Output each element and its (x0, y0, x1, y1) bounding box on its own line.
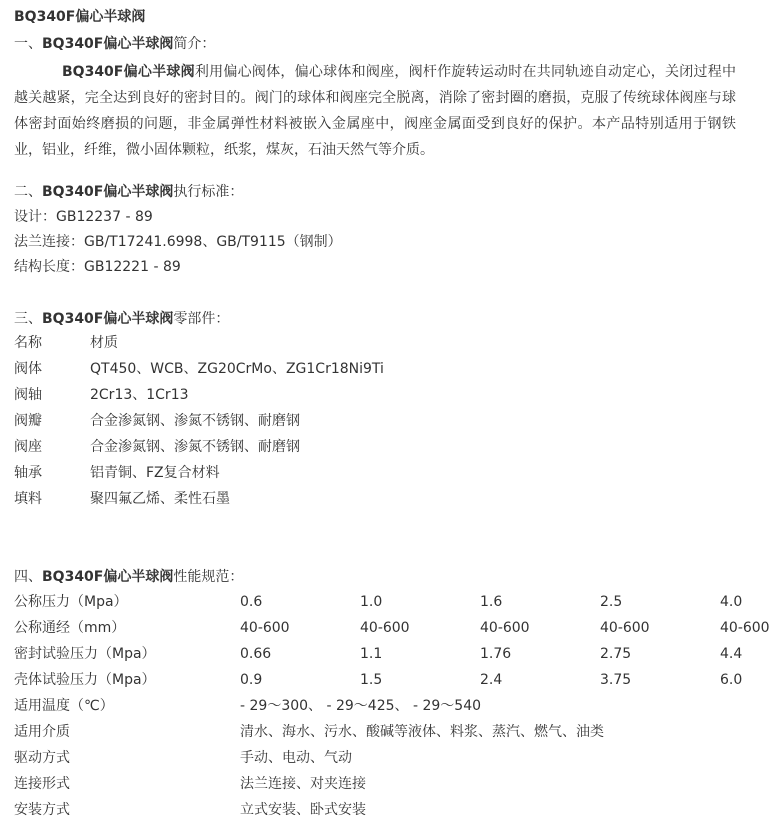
page-title: BQ340F偏心半球阀 (14, 9, 146, 25)
section-standards-heading (14, 180, 243, 205)
performance-value: 1.6 (480, 594, 503, 610)
performance-label: 驱动方式 (14, 750, 70, 766)
performance-value: 1.0 (360, 594, 383, 610)
performance-label: 公称压力（Mpa） (14, 594, 128, 610)
standard-line: 结构长度：GB12221 - 89 (14, 259, 181, 275)
performance-value: 0.9 (240, 672, 263, 688)
performance-value: 6.0 (720, 672, 743, 688)
performance-value: 1.76 (480, 646, 512, 662)
performance-value: 1.1 (360, 646, 383, 662)
standard-line: 法兰连接：GB/T17241.6998、GB/T9115（钢制） (14, 234, 342, 250)
section-number: 四、 (14, 569, 42, 585)
intro-text: 利用偏心阀体，偏心球体和阀座，阀杆作旋转运动时在共同轨迹自动定心，关闭过程中越关越紧，完全达到良好的密封目的。阀门的球体和阀座完全脱离，消除了密封圈的磨损，克服了传统球体阀座与球体密封面始终磨损的问题，非金属弹性材料被嵌入金属座中，阀座金属面受到良好的保护。本产品特别适用于钢铁业，铝业，纤维，微小固体颗粒，纸浆，煤灰，石油天然气等介质。 (14, 64, 737, 158)
part-material: 铝青铜、FZ复合材料 (90, 465, 220, 481)
performance-text: 法兰连接、对夹连接 (240, 776, 366, 792)
section-number: 一、 (14, 36, 42, 52)
performance-text: 立式安装、卧式安装 (240, 802, 366, 818)
performance-value: 2.4 (480, 672, 503, 688)
product-name: BQ340F偏心半球阀 (42, 311, 174, 327)
performance-value: 2.75 (600, 646, 632, 662)
section-suffix: 简介： (173, 36, 216, 52)
part-name: 阀体 (14, 361, 42, 377)
intro-paragraph (14, 59, 736, 163)
product-name: BQ340F偏心半球阀 (42, 36, 174, 52)
part-material: QT450、WCB、ZG20CrMo、ZG1Cr18Ni9Ti (90, 361, 384, 377)
performance-value: 0.6 (240, 594, 263, 610)
performance-label: 适用温度（℃） (14, 698, 114, 714)
product-name: BQ340F偏心半球阀 (42, 184, 174, 200)
part-name: 名称 (14, 335, 42, 351)
section-number: 二、 (14, 184, 42, 200)
section-suffix: 执行标准： (173, 184, 244, 200)
performance-label: 公称通经（mm） (14, 620, 126, 636)
product-name: BQ340F偏心半球阀 (42, 569, 174, 585)
performance-label: 密封试验压力（Mpa） (14, 646, 156, 662)
part-material: 合金渗氮钢、渗氮不锈钢、耐磨钢 (90, 439, 300, 455)
part-name: 填料 (14, 491, 42, 507)
performance-value: 2.5 (600, 594, 623, 610)
performance-label: 连接形式 (14, 776, 70, 792)
section-intro-heading (14, 32, 215, 57)
section-parts-heading (14, 307, 229, 332)
performance-value: 40-600 (360, 620, 410, 636)
performance-text: 手动、电动、气动 (240, 750, 352, 766)
part-material: 合金渗氮钢、渗氮不锈钢、耐磨钢 (90, 413, 300, 429)
part-name: 阀瓣 (14, 413, 42, 429)
performance-text: - 29～300、 - 29～425、 - 29～540 (240, 698, 482, 714)
part-name: 轴承 (14, 465, 42, 481)
product-name: BQ340F偏心半球阀 (62, 64, 195, 80)
performance-label: 适用介质 (14, 724, 70, 740)
performance-value: 3.75 (600, 672, 632, 688)
performance-value: 40-600 (600, 620, 650, 636)
performance-value: 40-600 (240, 620, 290, 636)
section-performance-heading (14, 565, 243, 590)
performance-value: 40-600 (720, 620, 770, 636)
section-suffix: 性能规范： (173, 569, 244, 585)
performance-row (14, 590, 750, 615)
standard-line: 设计：GB12237 - 89 (14, 209, 153, 225)
performance-value: 1.5 (360, 672, 383, 688)
performance-row (14, 668, 750, 693)
performance-label: 安装方式 (14, 802, 70, 818)
performance-value: 0.66 (240, 646, 272, 662)
performance-row (14, 616, 770, 641)
performance-value: 4.0 (720, 594, 743, 610)
performance-text: 清水、海水、污水、酸碱等液体、料浆、蒸汽、燃气、油类 (240, 724, 604, 740)
part-name: 阀座 (14, 439, 42, 455)
performance-row (14, 642, 750, 667)
performance-value: 4.4 (720, 646, 743, 662)
part-name: 阀轴 (14, 387, 42, 403)
section-number: 三、 (14, 311, 42, 327)
performance-value: 40-600 (480, 620, 530, 636)
section-suffix: 零部件： (173, 311, 230, 327)
part-material: 2Cr13、1Cr13 (90, 387, 189, 403)
performance-label: 壳体试验压力（Mpa） (14, 672, 156, 688)
part-material: 材质 (90, 335, 118, 351)
part-material: 聚四氟乙烯、柔性石墨 (90, 491, 230, 507)
